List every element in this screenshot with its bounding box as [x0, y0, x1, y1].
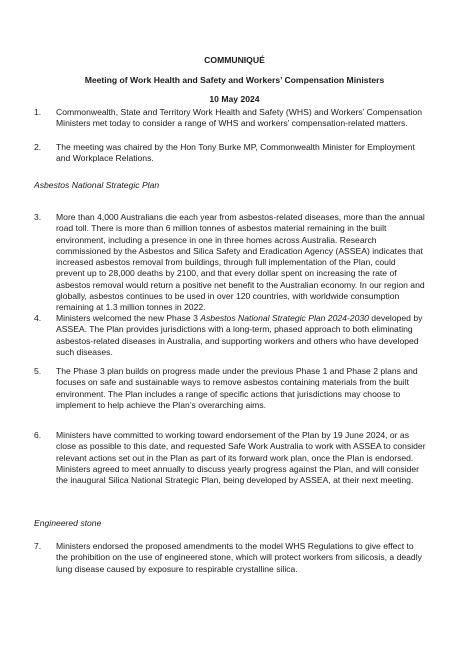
- communique-label: COMMUNIQUÉ: [204, 55, 265, 65]
- paragraph-text: Ministers have committed to working toward endorsement of the Plan by 19 June 2024, or as close as possible to this date, and requested Safe Work Australia to work with ASSEA to consider relevant actions set out in the Plan as part of its forward work plan, once the Plan is endorsed. Ministers agreed to meet annually to discuss yearly progress against the Plan, and will consider the inaugural Silica National Strategic Plan, being developed by ASSEA, at their next meeting.: [56, 430, 426, 486]
- paragraph-5: [34, 366, 426, 411]
- paragraph-text: The meeting was chaired by the Hon Tony Burke MP, Commonwealth Minister for Employment and Workplace Relations.: [56, 142, 415, 164]
- paragraph-text-pre: Ministers welcomed the new Phase 3: [56, 313, 201, 323]
- section-heading-asbestos: Asbestos National Strategic Plan: [34, 180, 160, 190]
- paragraph-text: The Phase 3 plan builds on progress made under the previous Phase 1 and Phase 2 plans and focuses on safe and sustainable ways to remove asbestos containing materials from the built environment. The Plan includes a range of specific actions that jurisdictions may choose to implement to help achieve the Plan’s overarching aims.: [56, 366, 418, 410]
- paragraph-number: 4.: [34, 313, 42, 323]
- paragraph-number: 7.: [34, 541, 42, 551]
- paragraph-number: 5.: [34, 366, 42, 376]
- paragraph-text-post: developed by ASSEA. The Plan provides jurisdictions with a long-term, phased approach to both eliminating asbestos-related diseases in Australia, and supporting workers and others who have developed such diseases.: [56, 313, 423, 357]
- document-date: 10 May 2024: [209, 94, 260, 104]
- paragraph-2: [34, 142, 426, 165]
- paragraph-number: 3.: [34, 212, 42, 222]
- paragraph-3: [34, 212, 426, 314]
- paragraph-number: 6.: [34, 430, 42, 440]
- paragraph-6: [34, 430, 426, 486]
- paragraph-number: 2.: [34, 142, 42, 152]
- paragraph-text: More than 4,000 Australians die each year from asbestos-related diseases, more than the annual road toll. There is more than 6 million tonnes of asbestos material remaining in the built environment, including a presence in one in three homes across Australia. Research commissioned by the Asbestos and Silica Safety and Eradication Agency (ASSEA) indicates that increased asbestos removal from buildings, through full implementation of the Plan, could prevent up to 28,000 deaths by 2100, and that every dollar spent on increasing the rate of asbestos removal would return a positive net benefit to the Australian economy. In our region and globally, asbestos continues to be used in over 120 countries, with worldwide consumption remaining at 1.3 million tonnes in 2022.: [56, 212, 425, 313]
- paragraph-text: Commonwealth, State and Territory Work Health and Safety (WHS) and Workers’ Compensation Ministers met today to consider a range of WHS and workers’ compensation-related matters.: [56, 107, 423, 129]
- section-heading-engineered-stone: Engineered stone: [34, 518, 102, 528]
- paragraph-7: [34, 541, 426, 575]
- plan-title: Asbestos National Strategic Plan 2024-2030: [200, 313, 369, 323]
- paragraph-number: 1.: [34, 107, 42, 117]
- paragraph-4: [34, 313, 426, 358]
- document-title: Meeting of Work Health and Safety and Workers’ Compensation Ministers: [84, 75, 385, 85]
- paragraph-1: [34, 107, 426, 130]
- paragraph-text: Ministers endorsed the proposed amendments to the model WHS Regulations to give effect to the prohibition on the use of engineered stone, which will protect workers from silicosis, a deadly lung disease caused by exposure to respirable crystalline silica.: [56, 541, 422, 574]
